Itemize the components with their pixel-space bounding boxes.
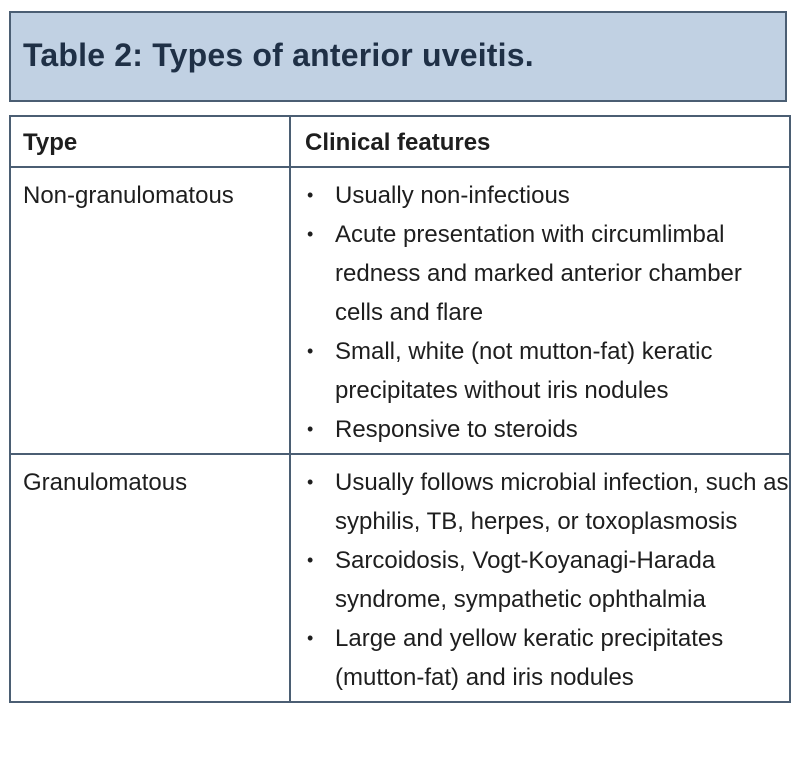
bullet-icon: • xyxy=(307,419,314,439)
table-title: Table 2: Types of anterior uveitis. xyxy=(23,37,534,73)
features-cell xyxy=(290,167,790,454)
feature-text: Small, white (not mutton-fat) keratic precipitates without iris nodules xyxy=(335,338,713,404)
feature-list xyxy=(305,463,789,697)
list-item xyxy=(305,619,789,697)
column-header-type: Type xyxy=(10,116,290,167)
type-cell: Granulomatous xyxy=(10,454,290,702)
column-header-clinical-features: Clinical features xyxy=(290,116,790,167)
table-header-row xyxy=(10,116,790,167)
features-cell xyxy=(290,454,790,702)
bullet-icon: • xyxy=(307,341,314,361)
table-title-box xyxy=(9,11,787,102)
list-item xyxy=(305,541,789,619)
bullet-icon: • xyxy=(307,185,314,205)
list-item xyxy=(305,410,789,449)
list-item xyxy=(305,463,789,541)
bullet-icon: • xyxy=(307,472,314,492)
list-item xyxy=(305,176,789,215)
bullet-icon: • xyxy=(307,628,314,648)
type-cell: Non-granulomatous xyxy=(10,167,290,454)
feature-text: Usually non-infectious xyxy=(335,182,570,209)
uveitis-types-table xyxy=(9,115,791,703)
feature-text: Usually follows microbial infection, such as syphilis, TB, herpes, or toxoplasmosis xyxy=(335,469,789,535)
bullet-icon: • xyxy=(307,550,314,570)
list-item xyxy=(305,215,789,332)
feature-list xyxy=(305,176,789,449)
table-row xyxy=(10,167,790,454)
list-item xyxy=(305,332,789,410)
feature-text: Responsive to steroids xyxy=(335,416,578,443)
bullet-icon: • xyxy=(307,224,314,244)
feature-text: Acute presentation with circumlimbal redness and marked anterior chamber cells and flare xyxy=(335,221,742,326)
feature-text: Large and yellow keratic precipitates (mutton-fat) and iris nodules xyxy=(335,625,724,691)
feature-text: Sarcoidosis, Vogt-Koyanagi-Harada syndrome, sympathetic ophthalmia xyxy=(335,547,716,613)
table-row xyxy=(10,454,790,702)
